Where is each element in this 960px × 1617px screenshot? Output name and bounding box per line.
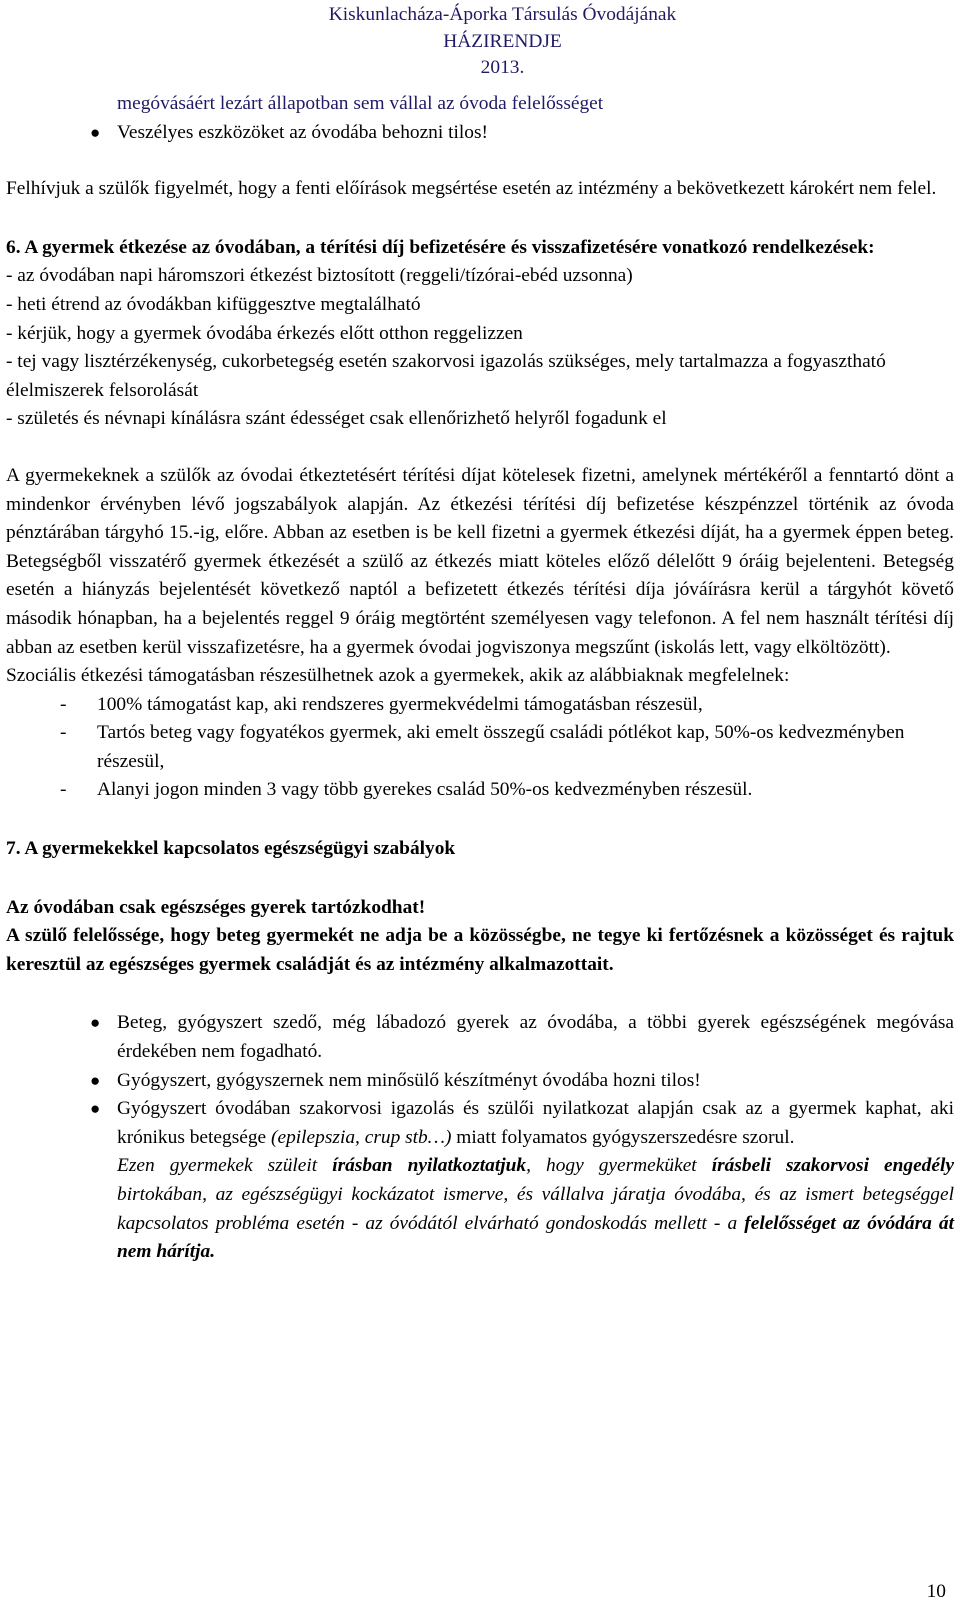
- health-rule-heading: Az óvodában csak egészséges gyerek tartózkodhat!: [6, 896, 426, 918]
- list-item: - heti étrend az óvodákban kifüggesztve megtalálható: [6, 293, 421, 315]
- header-institution: Kiskunlacháza-Áporka Társulás Óvodájának: [328, 4, 677, 25]
- bullet-icon: ●: [90, 122, 101, 142]
- bullet-item: ● Gyógyszert óvodában szakorvosi igazolás és szülői nyilatkozat alapján csak az a gyermek kaphat, aki krónikus betegsége (epilepszia, crup stb…) miatt folyamatos gyógyszerszedésre szorul.: [6, 1095, 954, 1152]
- bullet-item: ● Veszélyes eszközöket az óvodába behozni tilos!: [6, 119, 954, 148]
- bullet-item: ● Gyógyszert, gyógyszernek nem minősülő készítményt óvodába hozni tilos!: [6, 1067, 954, 1096]
- bullet-icon: ●: [90, 1070, 101, 1090]
- dash-marker: -: [60, 693, 67, 715]
- social-support-paragraph: Szociális étkezési támogatásban részesülhetnek azok a gyermekek, akik az alábbiaknak megfelelnek:: [6, 665, 790, 687]
- dash-item: - Tartós beteg vagy fogyatékos gyermek, aki emelt összegű családi pótlékot kap, 50%-os kedvezményben részesül,: [6, 719, 954, 776]
- list-item: - az óvodában napi háromszori étkezést biztosított (reggeli/tízórai-ebéd uzsonna): [6, 265, 633, 287]
- header-year: 2013.: [480, 57, 525, 79]
- notice-paragraph: Felhívjuk a szülők figyelmét, hogy a fenti előírások megsértése esetén az intézmény a bekövetkezett károkért nem felel.: [6, 178, 937, 200]
- bullet-item: ● Beteg, gyógyszert szedő, még lábadozó gyerek az óvodába, a többi gyerek egészségének megóvása érdekében nem fogadható.: [6, 1009, 954, 1066]
- list-item: - kérjük, hogy a gyermek óvodába érkezés előtt otthon reggelizzen: [6, 322, 523, 344]
- list-item: - tej vagy lisztérzékenység, cukorbetegség esetén szakorvosi igazolás szükséges, mely tartalmazza a fogyasztható élelmiszerek felsorolását: [6, 351, 886, 401]
- bullet-icon: ●: [90, 1099, 101, 1119]
- document-body: [6, 90, 954, 1267]
- dash-marker: -: [60, 722, 67, 744]
- dash-item: - 100% támogatást kap, aki rendszeres gyermekvédelmi támogatásban részesül,: [6, 691, 954, 720]
- dash-item: - Alanyi jogon minden 3 vagy több gyerekes család 50%-os kedvezményben részesül.: [6, 776, 954, 805]
- bullet-icon: ●: [90, 1013, 101, 1033]
- dash-marker: -: [60, 779, 67, 801]
- page-header: [0, 2, 960, 82]
- section-6-heading: 6. A gyermek étkezése az óvodában, a térítési díj befizetésére és visszafizetésére vonatkozó rendelkezések:: [6, 236, 875, 258]
- header-title: HÁZIRENDJE: [443, 30, 562, 52]
- parent-responsibility: A szülő felelőssége, hogy beteg gyermekét ne adja be a közösségbe, ne tegye ki fertőzésnek a közösséget és rajtuk keresztül az egészséges gyermek családját és az intézmény alkalmazottait.: [6, 925, 954, 975]
- fee-paragraph: A gyermekeknek a szülők az óvodai étkeztetésért térítési díjat kötelesek fizetni, amelynek mértékéről a fenntartó dönt a mindenkor érvényben lévő jogszabályok alapján. Az étkezési térítési díj befizetése készpénzzel történik az óvoda pénztárában tárgyhó 15.-ig, előre. Abban az esetben is be kell fizetni a gyermek étkezési díját, ha a gyermek éppen beteg. Betegségből visszatérő gyermek étkezését a szülő az étkezés miatt köteles előző délelőtt 9 óráig bejelenteni. Betegség esetén a hiányzás bejelentését következő naptól a befizetett étkezés térítési díja jóváírásra kerül a tárgyhót követő második hónapban, ha a bejelentés reggel 9 óráig megtörtént személyesen vagy telefonon. A fel nem használt térítési díj abban az esetben kerül visszafizetésre, ha a gyermek óvodai jogviszonya megszűnt (iskolás lett, vagy elköltözött).: [6, 464, 954, 658]
- page-number: 10: [926, 1581, 946, 1602]
- list-item: - születés és névnapi kínálásra szánt édességet csak ellenőrizhető helyről fogadunk el: [6, 408, 667, 430]
- section-7-heading: 7. A gyermekekkel kapcsolatos egészségügyi szabályok: [6, 838, 456, 860]
- continued-line: megóvásáért lezárt állapotban sem vállal az óvoda felelősséget: [117, 93, 604, 114]
- medication-declaration: Ezen gyermekek szüleit írásban nyilatkoztatjuk, hogy gyermeküket írásbeli szakorvosi engedély birtokában, az egészségügyi kockázatot ismerve, és vállalva járatja óvodába, és az ismert betegséggel kapcsolatos probléma esetén - az óvódától elvárható gondoskodás mellett - a felelősséget az óvódára át nem hárítja.: [117, 1155, 954, 1263]
